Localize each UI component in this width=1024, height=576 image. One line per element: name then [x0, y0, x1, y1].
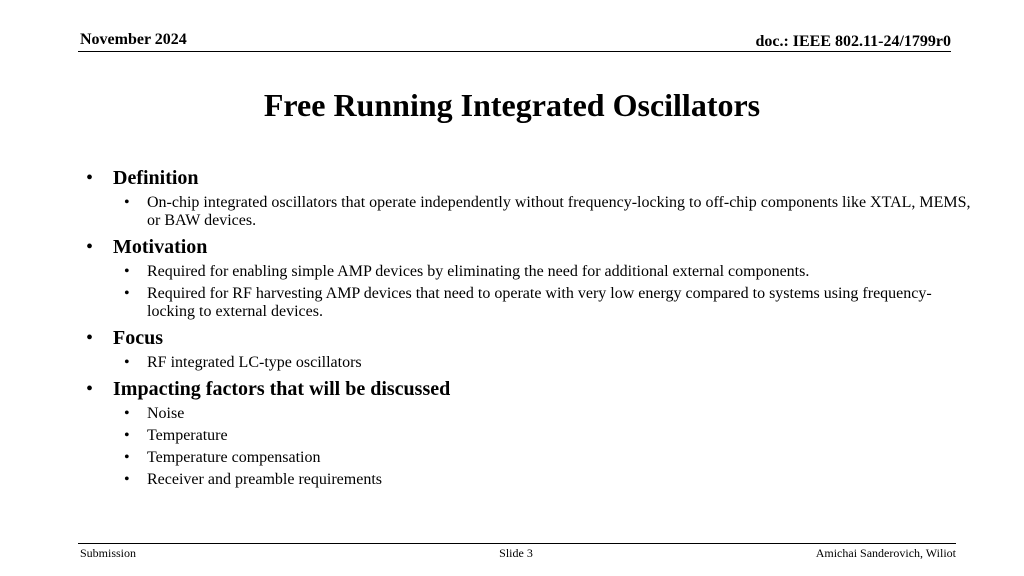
list-item — [86, 449, 976, 467]
list-item — [86, 285, 976, 321]
bullet-icon: • — [86, 167, 94, 189]
list-item — [86, 471, 976, 489]
list-item-text: On-chip integrated oscillators that operate independently without frequency-locking to off-chip components like XTAL, MEMS, or BAW devices. — [147, 194, 971, 229]
section-heading-label: Impacting factors that will be discussed — [113, 378, 451, 400]
list-item — [86, 427, 976, 445]
footer-divider — [78, 543, 956, 544]
list-item — [86, 194, 976, 230]
bullet-icon: • — [124, 354, 130, 371]
header-date: November 2024 — [80, 31, 187, 48]
bullet-icon: • — [124, 471, 130, 488]
list-item — [86, 354, 976, 372]
section-heading-focus — [86, 326, 976, 350]
bullet-icon: • — [124, 405, 130, 422]
section-heading-label: Definition — [113, 167, 199, 189]
list-item-text: RF integrated LC-type oscillators — [147, 354, 362, 371]
list-item-text: Temperature — [147, 427, 228, 444]
section-heading-label: Focus — [113, 327, 163, 349]
bullet-icon: • — [86, 327, 94, 349]
slide-title: Free Running Integrated Oscillators — [263, 87, 761, 123]
footer-slide-number: Slide 3 — [499, 546, 533, 560]
footer-author: Amichai Sanderovich, Wiliot — [815, 546, 956, 560]
bullet-icon: • — [124, 263, 130, 280]
footer-submission: Submission — [80, 546, 137, 560]
section-heading-label: Motivation — [113, 236, 208, 258]
list-item — [86, 405, 976, 423]
bullet-icon: • — [86, 236, 94, 258]
bullet-icon: • — [124, 194, 130, 211]
bullet-icon: • — [124, 427, 130, 444]
header-doc-id: doc.: IEEE 802.11-24/1799r0 — [755, 33, 951, 50]
bullet-icon: • — [86, 378, 94, 400]
slide-body — [86, 166, 976, 489]
list-item-text: Required for enabling simple AMP devices by eliminating the need for additional external components. — [147, 263, 810, 280]
list-item — [86, 263, 976, 281]
list-item-text: Temperature compensation — [147, 449, 321, 466]
section-heading-impacting-factors — [86, 377, 976, 401]
header-divider — [78, 51, 951, 52]
list-item-text: Noise — [147, 405, 185, 422]
bullet-icon: • — [124, 285, 130, 302]
section-heading-motivation — [86, 235, 976, 259]
list-item-text: Required for RF harvesting AMP devices that need to operate with very low energy compared to systems using frequency-locking to external devices. — [147, 285, 932, 320]
section-heading-definition — [86, 166, 976, 190]
list-item-text: Receiver and preamble requirements — [147, 471, 382, 488]
bullet-icon: • — [124, 449, 130, 466]
